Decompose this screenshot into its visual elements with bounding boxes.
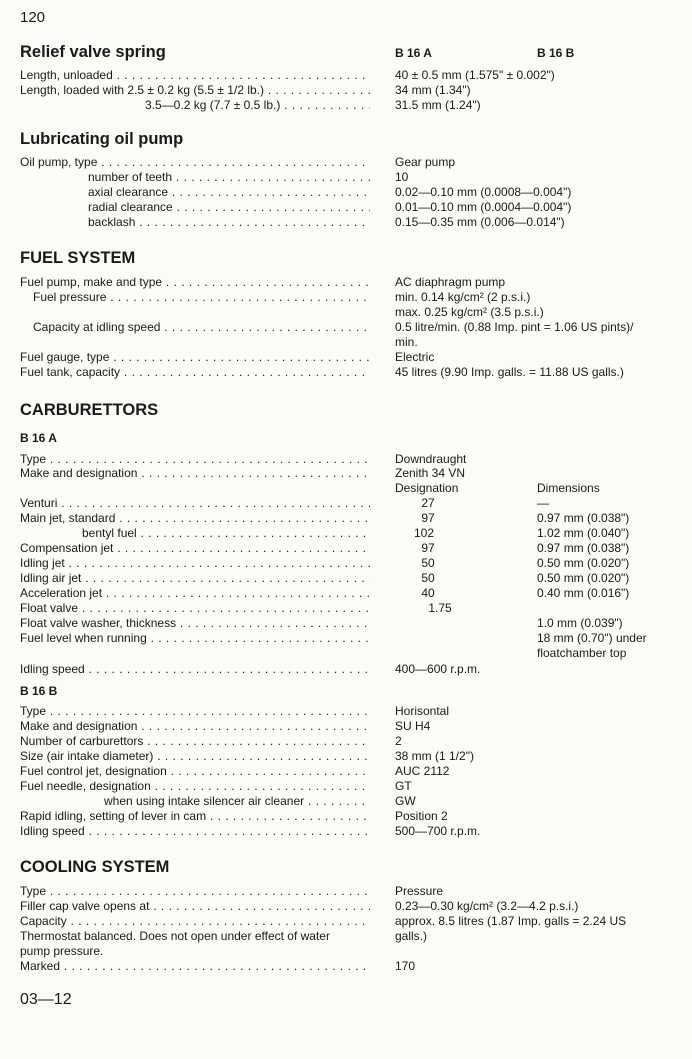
jet-label: Fuel level when running . . . [20,631,370,646]
jet-dimension: 1.0 mm (0.039") [537,616,623,630]
fuel-value: Electric [395,350,435,364]
page-footer: 03—12 [20,991,72,1008]
cooling-label: Thermostat balanced. Does not open under effect of water [20,929,330,943]
designation-header: Designation [395,481,459,495]
carb-value: Downdraught [395,452,467,466]
relief-value: 40 ± 0.5 mm (1.575" ± 0.002") [395,68,555,82]
carb-value: Zenith 34 VN [395,466,466,480]
oil-pump-value: Gear pump [395,155,456,169]
idling-speed-label: Idling speed . . . [20,662,370,677]
carb-b-label: Fuel control jet, designation . . . [20,764,370,779]
jet-label: Idling jet . . . [20,556,370,571]
b16a-subtitle: B 16 A [20,431,57,445]
jet-label: Compensation jet . . . [20,541,370,556]
b16b-subtitle: B 16 B [20,684,58,698]
jet-dimension: 1.02 mm (0.040") [537,526,630,540]
carb-b-label: Idling speed . . . [20,824,370,839]
jet-label: Float valve . . . [20,601,370,616]
cooling-value: Pressure [395,884,444,898]
carb-b-label: when using intake silencer air cleaner . . . [104,794,370,809]
oil-pump-label: number of teeth . . . [88,170,370,185]
carb-b-label: Fuel needle, designation . . . [20,779,370,794]
carb-b-label: Type . . . [20,704,370,719]
carb-b-value: AUC 2112 [395,764,450,778]
carb-b-value: Position 2 [395,809,448,823]
jet-dimension: 18 mm (0.70") under [537,631,647,645]
jet-dimension: 0.97 mm (0.038") [537,511,630,525]
carb-label: Make and designation . . . [20,466,370,481]
jet-dimension: floatchamber top [537,646,627,660]
jet-designation: 50 [421,556,435,570]
oil-pump-value: 0.02—0.10 mm (0.0008—0.004") [395,185,572,199]
jet-designation: 97 [421,511,435,525]
fuel-system-title: FUEL SYSTEM [20,249,136,267]
carburettors-title: CARBURETTORS [20,401,159,419]
cooling-value: 170 [395,959,416,973]
fuel-value: 45 litres (9.90 Imp. galls. = 11.88 US galls.) [395,365,624,379]
fuel-value: AC diaphragm pump [395,275,506,289]
fuel-label: Fuel pressure . . . [33,290,370,305]
jet-designation: 40 [421,586,435,600]
carb-b-label: Rapid idling, setting of lever in cam . . . [20,809,370,824]
relief-label: Length, loaded with 2.5 ± 0.2 kg (5.5 ± 1/2 lb.) . . . [20,83,370,98]
fuel-label: Fuel pump, make and type . . . [20,275,370,290]
cooling-label: Filler cap valve opens at . . . [20,899,370,914]
carb-b-label: Number of carburettors . . . [20,734,370,749]
carb-b-value: 500—700 r.p.m. [395,824,481,838]
carb-b-value: GT [395,779,412,793]
oil-pump-label: radial clearance . . . [88,200,370,215]
fuel-value: 0.5 litre/min. (0.88 Imp. pint = 1.06 US pints)/ [395,320,634,334]
dimensions-header: Dimensions [537,481,600,495]
carb-b-value: 2 [395,734,402,748]
cooling-label: Capacity . . . [20,914,370,929]
relief-valve-title: Relief valve spring [20,43,166,61]
carb-b-value: Horisontal [395,704,450,718]
jet-label: Float valve washer, thickness . . . [20,616,370,631]
fuel-value: min. [395,335,418,349]
jet-label: Main jet, standard . . . [20,511,370,526]
page-number: 120 [20,9,46,26]
jet-dimension: 0.50 mm (0.020") [537,571,630,585]
cooling-label: pump pressure. [20,944,104,958]
jet-designation: 102 [413,526,435,540]
relief-label: 3.5—0.2 kg (7.7 ± 0.5 lb.) . . . [145,98,370,113]
carb-label: Type . . . [20,452,370,467]
oil-pump-value: 0.15—0.35 mm (0.006—0.014") [395,215,565,229]
oil-pump-value: 10 [395,170,409,184]
col-header-b16a: B 16 A [395,46,432,60]
jet-label: Acceleration jet . . . [20,586,370,601]
fuel-label: Capacity at idling speed . . . [33,320,370,335]
relief-value: 31.5 mm (1.24") [395,98,481,112]
cooling-value: 0.23—0.30 kg/cm² (3.2—4.2 p.s.i.) [395,899,579,913]
jet-label: Idling air jet . . . [20,571,370,586]
oil-pump-label: backlash . . . [88,215,370,230]
jet-label: Venturi . . . [20,496,370,511]
relief-label: Length, unloaded . . . [20,68,370,83]
col-header-b16b: B 16 B [537,46,575,60]
jet-dimension: 0.97 mm (0.038") [537,541,630,555]
jet-dimension: — [537,496,549,510]
jet-dimension: 0.40 mm (0.016") [537,586,630,600]
jet-designation: 27 [421,496,435,510]
jet-designation: 97 [421,541,435,555]
jet-designation: 1.75 [428,601,452,615]
oil-pump-label: Oil pump, type . . . [20,155,370,170]
oil-pump-label: axial clearance . . . [88,185,370,200]
cooling-label: Marked . . . [20,959,370,974]
jet-dimension: 0.50 mm (0.020") [537,556,630,570]
cooling-system-title: COOLING SYSTEM [20,858,170,876]
cooling-value: galls.) [395,929,428,943]
oil-pump-value: 0.01—0.10 mm (0.0004—0.004") [395,200,572,214]
fuel-label: Fuel gauge, type . . . [20,350,370,365]
jet-label: bentyl fuel . . . [82,526,370,541]
idling-speed-value: 400—600 r.p.m. [395,662,481,676]
oil-pump-title: Lubricating oil pump [20,130,184,148]
relief-value: 34 mm (1.34") [395,83,471,97]
carb-b-value: GW [395,794,416,808]
carb-b-value: 38 mm (1 1/2") [395,749,474,763]
carb-b-value: SU H4 [395,719,431,733]
cooling-label: Type . . . [20,884,370,899]
fuel-value: max. 0.25 kg/cm² (3.5 p.s.i.) [395,305,544,319]
carb-b-label: Make and designation . . . [20,719,370,734]
fuel-value: min. 0.14 kg/cm² (2 p.s.i.) [395,290,531,304]
cooling-value: approx. 8.5 litres (1.87 Imp. galls = 2.24 US [395,914,627,928]
carb-b-label: Size (air intake diameter) . . . [20,749,370,764]
fuel-label: Fuel tank, capacity . . . [20,365,370,380]
jet-designation: 50 [421,571,435,585]
